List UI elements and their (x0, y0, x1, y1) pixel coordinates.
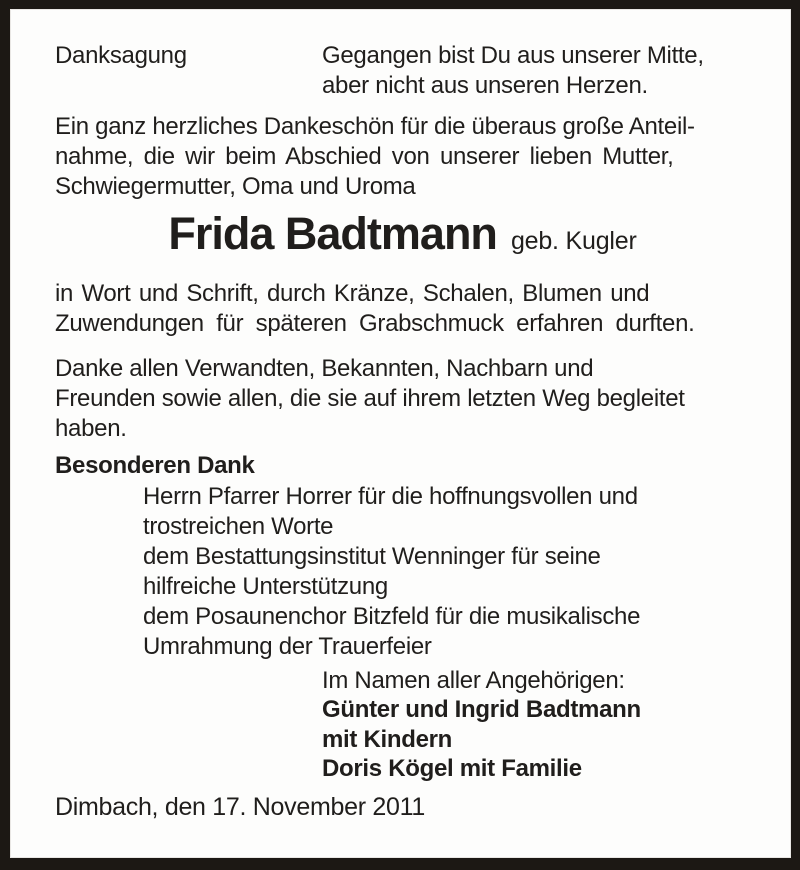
epigraph-line: Gegangen bist Du aus unserer Mitte, (322, 42, 704, 69)
special-thanks-heading: Besonderen Dank (55, 452, 255, 479)
maiden-name: geb. Kugler (510, 227, 637, 255)
intro-continuation-line: Zuwendungen für späteren Grabschmuck erfahren durften. (55, 310, 695, 337)
mourner-line: mit Kindern (322, 725, 453, 753)
thanks-line: haben. (55, 415, 127, 442)
closing-block (322, 666, 641, 784)
place-date-line: Dimbach, den 17. November 2011 (55, 793, 425, 821)
deceased-name-line (55, 209, 750, 267)
intro-line: Ein ganz herzliches Dankeschön für die überaus große Anteil- (55, 113, 695, 140)
epigraph (322, 41, 704, 101)
thanks-line: Freunden sowie allen, die sie auf ihrem letzten Weg begleitet (55, 385, 685, 412)
intro-line: Schwiegermutter, Oma und Uroma (55, 173, 416, 200)
special-thanks-line: trostreichen Worte (143, 513, 334, 540)
special-thanks-line: Umrahmung der Trauerfeier (143, 633, 432, 660)
mourner-line: Doris Kögel mit Familie (322, 755, 582, 783)
thanks-line: Danke allen Verwandten, Bekannten, Nachbarn und (55, 355, 594, 382)
intro-line: nahme, die wir beim Abschied von unserer lieben Mutter, (55, 143, 674, 170)
special-thanks-list (143, 482, 640, 662)
notice-type-label: Danksagung (55, 42, 187, 69)
special-thanks-line: dem Posaunenchor Bitzfeld für die musikalische (143, 603, 641, 630)
obituary-notice (10, 9, 791, 858)
thanks-paragraph (55, 354, 685, 444)
special-thanks-line: dem Bestattungsinstitut Wenninger für seine (143, 543, 601, 570)
special-thanks-line: hilfreiche Unterstützung (143, 573, 388, 600)
mourner-line: Günter und Ingrid Badtmann (322, 696, 641, 724)
closing-intro: Im Namen aller Angehörigen: (322, 667, 625, 694)
intro-paragraph (55, 112, 695, 202)
deceased-name: Frida Badtmann (168, 208, 497, 259)
intro-continuation-paragraph (55, 279, 695, 339)
intro-continuation-line: in Wort und Schrift, durch Kränze, Schalen, Blumen und (55, 280, 650, 307)
epigraph-line: aber nicht aus unseren Herzen. (322, 72, 648, 99)
special-thanks-line: Herrn Pfarrer Horrer für die hoffnungsvollen und (143, 483, 638, 510)
